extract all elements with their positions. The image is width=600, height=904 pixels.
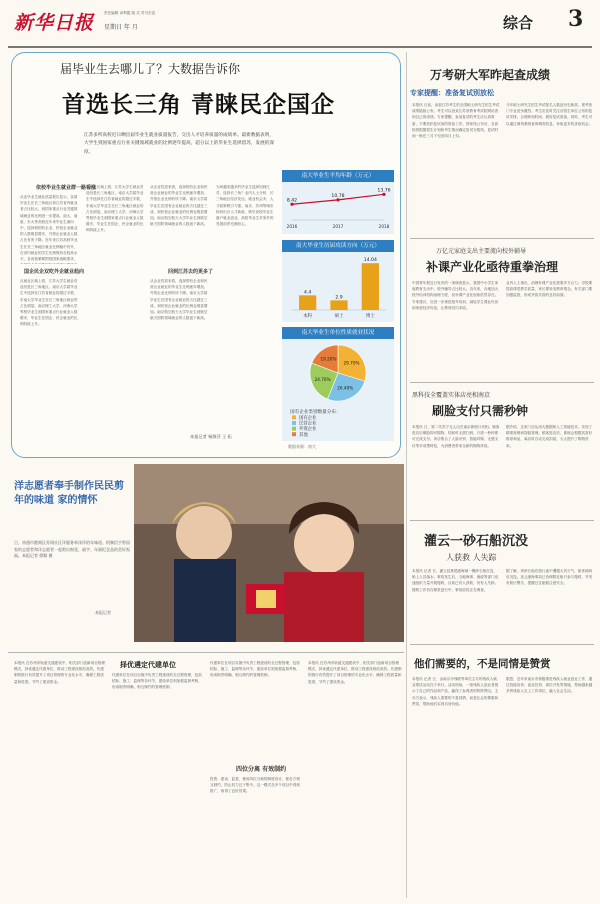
right-article-2-col-1: 中国青年报近日发布的一项调查显示，我国中小学生家庭教育支出中，校外辅导占比较大。近年来，各地加大校外培训机构治理力度，但补课产业化现象依然存在。专家建议，应进一步规范校外培训，减轻学生课业负担和家庭经济负担，让教育回归本原。 [412,281,499,310]
right-article-5-title: 他们需要的，不是同情是赞赏 [414,658,551,670]
chart-1-title: 南大毕业生平均年龄（万元） [301,173,375,179]
masthead-info-line1: 责任编辑 谈利霞 版 式 司马宏忠 [104,11,156,15]
chart-1-data-label: 8.42 [286,198,298,204]
masthead-logo: 新华日报 [14,12,95,34]
bottom-left-col-1: 本报讯 在苏州市轨道交通建设中，相关部门创新项目管理模式，择优遴定代建单位，推动工程建设规范高效。代建制的推行有效提升了项目管理的专业化水平，确保工程质量和进度，节约了建设资金。 [14,661,105,684]
chart-1-tick-label: 2017 [332,224,344,229]
chart-3-data-label: 19.20% [320,356,337,362]
right-article-3-col-2: 据介绍，这家门店运用大数据和人工智能技术，实现了精准营销和智能管理。顾客进店后，系统会根据其喜好推荐商品，离店时自动完成扣款，大大提升了购物效率。 [506,425,593,448]
chart-2 [282,252,394,322]
right-article-2-kicker: 万亿元家庭支出主要流向校外辅导 [436,248,527,255]
chart-3-header [282,327,394,339]
right-article-5-col-2: 据悉，近年来南京市积极推进残疾人就业创业工作，通过技能培训、创业扶持、岗位开发等措施，帮助越来越多的残疾人走上工作岗位，融入社会生活。 [506,677,593,694]
chart-1 [282,182,394,234]
bottom-left-col-4: 本报讯 在苏州市轨道交通建设中，相关部门创新项目管理模式，择优遴定代建单位，推动工程建设规范高效。代建制的推行有效提升了项目管理的专业化水平，确保工程质量和进度，节约了建设资金。 [308,661,402,684]
subhead-3: 回到江苏去的更多了 [168,269,214,275]
chart-3-data-label: 26.40% [337,385,354,391]
right-article-4-title: 灌云一砂石船沉没 [424,534,529,549]
chart-3-title: 南大毕业生单位性质就业状况 [301,330,375,336]
column-divider [406,52,407,898]
photo-bottom-rule [8,652,404,653]
chart-3 [282,339,394,441]
chart-1-tick-label: 2018 [378,224,390,229]
chart-3-legend-swatch [292,415,296,419]
article-col-3: 从企业性质来看，选择国有企业和民营企业就业的毕业生比例逐年增加，外资企业比例有所下降。南京大学届毕业生在国有企业就业的占比超过三成，到民营企业就业的比例也明显增加。南京航空航天大学毕业生到航空航天国防领域就业的人数创下新高。 [150,185,208,227]
right-article-1-subtitle: 专家提醒：准备复试别放松 [410,89,494,97]
article-col-2: 从就业区域上看，江苏大学生就业首选仍是长三角地区。南京大学届毕业生中选择在江苏省就业的超过半数，东南大学毕业生在长三角地区就业的占比明显。南京理工大学、河海大学等校毕业生到国家重点行业就业人数增多，毕业生在国企、民企就业的比例持续上升。 [86,185,144,233]
chart-2-data-label: 4.4 [304,290,312,296]
right-article-4-col-2: 据了解，该砂石船在航行途中遭遇大风天气，船体倾斜后沉没。连云港海事局已协调附近船只参与搜救，并发布航行警告，提醒过往船舶注意安全。 [506,569,593,586]
chart-3-legend-label: 外资企业 [299,427,317,433]
page-number: 3 [568,6,584,32]
chart-3-legend-swatch [292,421,296,425]
chart-2-header [282,240,394,252]
news-photo [134,464,404,642]
masthead-info-line2: 星期日 年 月 [104,24,138,31]
chart-3-data-label: 24.70% [314,377,331,383]
subhead-2: 国企民企双吃外企就业趋向 [24,269,85,275]
right-article-1-title: 万考研大军昨起查成绩 [430,68,551,82]
chart-3-legend-label: 民营企业 [299,421,317,427]
right-article-1-col-1: 本报讯 日前，参加江苏考生的全国硕士研究生招生考试成绩陆续公布。考生可以登录江苏省教育考试院网站查询自己的成绩。专家提醒，参加复试的考生应认真准备，不要放松复试前的准备工作。国家线公布后，各高校将根据招生计划和考生情况确定复试分数线，复试时间一般在三月下旬至四月上旬。 [412,103,500,139]
right-rule-1 [410,238,594,239]
right-article-3-col-1: 本报讯 日，第二代苏宁无人店在南京新街口亮相。顾客进店后刷脸即可购物，结账时无需扫码，只需一秒钟即可完成支付。该店集合了人脸识别、智能导购、无感支付等多项黑科技，为消费者带来全新的购物体验。 [412,425,500,448]
chart-2-tick-label: 硕士 [334,314,344,319]
chart-3-data-label: 29.70% [343,360,360,366]
chart-1-data-label: 13.76 [377,188,391,194]
chart-3-legend-swatch [292,432,296,436]
chart-2-tick-label: 博士 [365,314,375,319]
right-article-4-col-1: 本报讯 记者 日，灌云县燕尾港海域一艘砂石船沉没，船上人员落水。事故发生后，当地海事、渔政等部门迅速组织力量开展搜救，目前已有人获救，仍有人失踪。搜救工作仍在紧张进行中，事故原因正在调查。 [412,569,499,592]
article-kicker: 届毕业生去哪儿了？大数据告诉你 [60,62,241,76]
right-article-3-kicker: 黑科技全覆盖实体店亮相南京 [412,392,491,399]
chart-2-bar [362,263,379,310]
right-article-2-col-2: 业内人士指出，治理补课产业化需要多方合力。学校要提高课堂教学质量，家长要转变教育观念，有关部门要加强监管，形成齐抓共管的良好局面。 [506,281,593,298]
section-label: 综合 [503,14,534,32]
right-article-2-title: 补课产业化亟待重拳治理 [426,260,559,274]
right-rule-4 [410,644,594,645]
bottom-left-col-3: 代建单位在项目实施中负责工程建设的全过程管理，包括招标、施工、监理等各环节，建设单位则加强监督考核，形成职责明确、相互制约的管理机制。 [210,661,300,678]
photo-caption-title [14,480,132,508]
bottom-left-title: 择优遴定代建单位 [120,661,176,669]
right-article-1-col-2: 今年硕士研究生招生考试报名人数创历史新高，报考热门专业竞争激烈。考生应及时关注各招生单位公布的复试安排，合理规划时间，做好复试准备。同时，考生可以通过调剂系统查询调剂信息，争取更多的录取机会。 [506,103,593,126]
bottom-left-col-3b: 投资、建设、监管、使用四位分离的制度设计，使各方相互制约，防止权力过于集中。这一模式在多个项目中得到推广，取得了良好效果。 [210,777,300,794]
photo-caption-text: 日，南通市港闸区苏翔社区洋服务奉泽洋的年味道。机制信手剪国家的志愿者和洋志愿者一起剪出窗花、福字、年画纪念品的美好祝福。本报记者 徐顺 摄 [14,540,130,559]
chart-3-legend-swatch [292,427,296,431]
subhead-1: 依校毕业生就业群一路看涨 [36,185,97,191]
right-article-4-subtitle: 人获救 人失踪 [446,553,497,562]
right-rule-3 [410,520,594,521]
chart-1-header [282,170,394,182]
chart-1-tick-label: 2016 [286,224,298,229]
article-lead: 江苏多所高校近日晒出届毕业生就业质量报告，交出人才培养质量的成绩单。最新数据表明，大学生到国家重点行业关键领域就业的比例逐年提高，超分以上的毕业生选择留苏，发展的深厚。 [84,133,274,155]
chart-1-data-label: 10.78 [331,193,345,199]
article-col-3b: 从企业性质来看，选择国有企业和民营企业就业的毕业生比例逐年增加，外资企业比例有所下降。南京大学届毕业生在国有企业就业的占比超过三成，到民营企业就业的比例也明显增加。南京航空航天大学毕业生到航空航天国防领域就业的人数创下新高。 [150,279,208,321]
chart-2-title: 南大毕业生历届攻读方向（万元） [296,243,380,249]
chart-3-legend-label: 国有企业 [299,416,317,421]
chart-2-data-label: 2.9 [335,295,343,301]
photo-credit: 本报记者 [95,610,111,615]
chart-2-data-label: 14.04 [363,258,377,264]
article-headline: 首选长三角 青睐民企国企 [62,92,336,118]
article-byline: 本报记者 杨频萍 王 拓 [190,434,232,439]
chart-2-bar [330,300,347,310]
masthead [0,0,600,46]
photo-illustration [134,464,404,642]
article-col-1: 从业毕业生就业质量报告显示，各届毕业生在长三角地区和江苏省内就业者占比较大，到国家重点行业关键领域就业的比例进一步提高。南大、南航、东大等高校近年来毕业生流向中，选择到国有企业、民营企业就业的人数明显增多，外资企业就业人数占比有所下降。近年来江苏高校毕业生在长三角地区就业比例稳中有升，在省内就业的学生比例保持在较高水平。各高校紧紧围绕国家战略需求， [20,195,78,262]
bottom-left-subhead: 四位分离 有效制约 [236,766,287,773]
chart-credit: 数据来源：南大 [288,444,316,449]
right-rule-2 [410,382,594,383]
chart-3-legend-label: 其他 [299,432,308,438]
right-article-5-col-1: 本报讯 记者 日，由南京市残联等单位主办的残疾人就业帮扶活动在宁举行。活动现场，一批残疾人创业者展示了自己的作品和产品，赢得了参观者的阵阵赞叹。主办方表示，残疾人需要的不是同情，而是社会的尊重和赞赏，帮助他们实现自身价值。 [412,677,499,706]
chart-3-legend-title: 国有企业类别数量分布： [290,410,341,415]
bottom-left-col-2: 代建单位在项目实施中负责工程建设的全过程管理，包括招标、施工、监理等各环节，建设单位则加强监督考核，形成职责明确、相互制约的管理机制。 [112,673,202,690]
right-article-3-title: 刷脸支付只需秒钟 [432,404,529,418]
article-col-1b: 从就业区域上看，江苏大学生就业首选仍是长三角地区。南京大学届毕业生中选择在江苏省就业的超过半数，东南大学毕业生在长三角地区就业的占比明显。南京理工大学、河海大学等校毕业生到国家重点行业就业人数增多，毕业生在国企、民企就业的比例持续上升。 [20,279,78,327]
photo-caption-title-text: 洋志愿者奉手制作民民剪年的味道 家的情怀 [14,481,124,506]
masthead-rule [8,46,592,48]
article-col-4: 为何越来越多的毕业生选择回到江苏、选择长三角？业内人士分析，长三角地区经济发达，就业机会多，人才政策吸引力强。南京、苏州等城市纷纷出台人才新政，吸引高校毕业生落户就业创业。高校毕业生对家乡的发展前景充满信心。 [216,185,274,227]
chart-2-tick-label: 本科 [303,314,313,319]
chart-2-bar [299,295,316,310]
